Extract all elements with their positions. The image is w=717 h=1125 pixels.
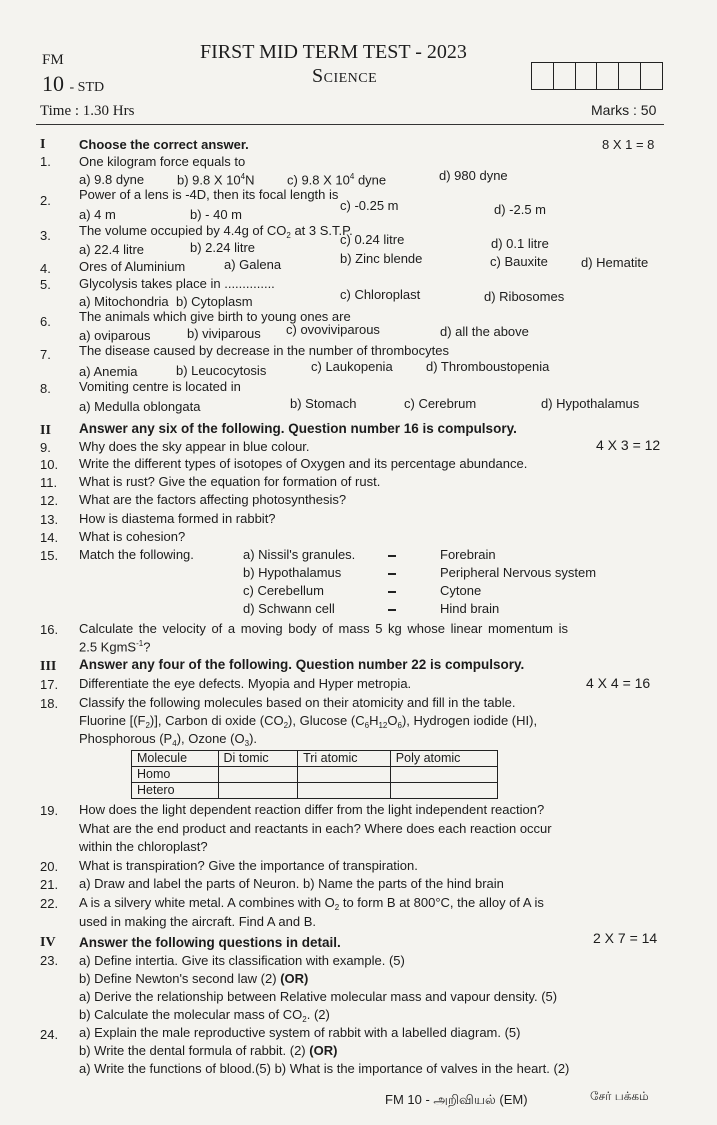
- question-number: 6.: [40, 314, 51, 329]
- question-text-cont: used in making the aircraft. Find A and B.: [79, 914, 317, 929]
- table-cell: [218, 783, 298, 799]
- option-d: d) 980 dyne: [439, 168, 508, 183]
- section-roman: II: [40, 423, 51, 438]
- table-cell: Hetero: [132, 783, 219, 799]
- question-text: Power of a lens is -4D, then its focal length is: [79, 187, 339, 202]
- question-text: a) Draw and label the parts of Neuron. b) Name the parts of the hind brain: [79, 876, 504, 891]
- option-b: b) - 40 m: [190, 207, 243, 222]
- table-header: Tri atomic: [298, 751, 391, 767]
- question-number: 2.: [40, 193, 51, 208]
- table-header: Molecule: [132, 751, 219, 767]
- question-part: b) Define Newton's second law (2) (OR): [79, 971, 309, 986]
- option-c: c) 0.24 litre: [340, 232, 405, 247]
- table-cell: [298, 783, 391, 799]
- section-marks: 4 X 3 = 12: [596, 437, 661, 453]
- option-d: d) Ribosomes: [484, 289, 565, 304]
- question-part: a) Define intertia. Give its classification with example. (5): [79, 953, 405, 968]
- table-cell: [298, 767, 391, 783]
- option-b: b) Stomach: [290, 396, 357, 411]
- question-number: 8.: [40, 381, 51, 396]
- table-row: [132, 767, 498, 783]
- option-a: a) oviparous: [79, 328, 151, 343]
- question-text: One kilogram force equals to: [79, 154, 246, 169]
- option-d: d) all the above: [440, 324, 529, 339]
- match-right-item: Peripheral Nervous system: [440, 565, 597, 580]
- question-part: a) Explain the male reproductive system of rabbit with a labelled diagram. (5): [79, 1025, 521, 1040]
- question-number: 20.: [40, 859, 59, 874]
- match-left-item: c) Cerebellum: [243, 583, 324, 598]
- option-c: c) -0.25 m: [340, 198, 399, 213]
- section-title: Choose the correct answer.: [79, 137, 249, 152]
- question-number: 14.: [40, 530, 59, 545]
- option-c: c) 9.8 X $10^4$ dyne: [287, 172, 387, 188]
- class-label: [42, 73, 104, 95]
- question-text: The disease caused by decrease in the number of thrombocytes: [79, 343, 449, 358]
- school-code: FM: [42, 52, 64, 68]
- match-dash: [388, 555, 396, 557]
- header-divider: [36, 124, 664, 125]
- question-text: What is transpiration? Give the importance of transpiration.: [79, 858, 418, 873]
- question-text-cont: within the chloroplast?: [79, 839, 208, 854]
- option-a: a) Galena: [224, 257, 282, 272]
- exam-title: FIRST MID TERM TEST - 2023: [200, 41, 467, 63]
- option-d: d) Thromboustopenia: [426, 359, 550, 374]
- table-cell: Homo: [132, 767, 219, 783]
- option-c: c) Bauxite: [490, 254, 548, 269]
- question-number: 12.: [40, 493, 59, 508]
- question-number: 21.: [40, 877, 59, 892]
- option-a: a) Medulla oblongata: [79, 399, 201, 414]
- match-dash: [388, 609, 396, 611]
- match-dash: [388, 573, 396, 575]
- match-left-item: d) Schwann cell: [243, 601, 335, 616]
- question-number: 24.: [40, 1027, 59, 1042]
- subject-title: Science: [312, 65, 378, 87]
- question-text: What is rust? Give the equation for formation of rust.: [79, 474, 381, 489]
- question-number: 7.: [40, 347, 51, 362]
- question-part: b) Calculate the molecular mass of $CO_2$. (2): [79, 1007, 330, 1024]
- section-roman: IV: [40, 935, 56, 950]
- option-b: b) Cytoplasm: [176, 294, 253, 309]
- question-text: How does the light dependent reaction differ from the light independent reaction?: [79, 802, 545, 817]
- option-a: a) 22.4 litre: [79, 242, 145, 257]
- option-a: a) 9.8 dyne: [79, 172, 145, 187]
- question-number: 19.: [40, 803, 59, 818]
- question-text-cont: Phosphorous $(P_4)$, Ozone $(O_3)$.: [79, 731, 258, 748]
- question-text: The volume occupied by 4.4g of $CO_2$ at 3 S.T.P.: [79, 223, 353, 240]
- question-number: 11.: [40, 475, 58, 490]
- option-d: d) Hematite: [581, 255, 649, 270]
- question-number: 23.: [40, 953, 59, 968]
- table-header-row: [132, 751, 498, 767]
- marks-label: Marks : 50: [591, 102, 657, 118]
- option-c: c) Cerebrum: [404, 396, 477, 411]
- question-text: Classify the following molecules based on their atomicity and fill in the table.: [79, 695, 516, 710]
- question-text: A is a silvery white metal. A combines with $O_2$ to form B at 800°C, the alloy of A is: [79, 895, 544, 912]
- class-suffix: - STD: [69, 80, 105, 95]
- section-title: Answer any four of the following. Question number 22 is compulsory.: [79, 657, 525, 672]
- section-title: Answer the following questions in detail.: [79, 935, 341, 950]
- table-cell: [218, 767, 298, 783]
- question-text: Glycolysis takes place in ..............: [79, 276, 275, 291]
- match-dash: [388, 591, 396, 593]
- option-b: b) Leucocytosis: [176, 363, 267, 378]
- option-c: c) Chloroplast: [340, 287, 421, 302]
- question-text: How is diastema formed in rabbit?: [79, 511, 276, 526]
- table-cell: [390, 767, 497, 783]
- option-a: a) 4 m: [79, 207, 116, 222]
- question-text-cont: Fluorine $[(F_2)]$, Carbon di oxide $(CO_2)$, Glucose $(C_6H_{12}O_6)$, Hydrogen iodide (HI),: [79, 713, 538, 730]
- option-b: b) 9.8 X $10^4N$: [177, 172, 255, 188]
- question-part: b) Write the dental formula of rabbit. (2) (OR): [79, 1043, 338, 1058]
- table-cell: [390, 783, 497, 799]
- footer-page: சேர் பக்கம்: [590, 1089, 649, 1103]
- register-number-boxes: [531, 62, 663, 90]
- question-text: The animals which give birth to young ones are: [79, 309, 351, 324]
- question-number: 9.: [40, 440, 51, 455]
- question-text: Vomiting centre is located in: [79, 379, 241, 394]
- section-marks: 4 X 4 = 16: [586, 675, 651, 691]
- question-text: Match the following.: [79, 547, 194, 562]
- question-text: Why does the sky appear in blue colour.: [79, 439, 310, 454]
- question-text-cont: What are the end product and reactants in each? Where does each reaction occur: [79, 821, 552, 836]
- question-text: What are the factors affecting photosynthesis?: [79, 492, 347, 507]
- question-text: Ores of Aluminium: [79, 259, 186, 274]
- atomicity-table: [131, 750, 498, 799]
- question-part: a) Derive the relationship between Relative molecular mass and vapour density. (5): [79, 989, 558, 1004]
- section-title: Answer any six of the following. Question number 16 is compulsory.: [79, 421, 517, 436]
- option-d: d) -2.5 m: [494, 202, 547, 217]
- time-label: Time : 1.30 Hrs: [40, 103, 135, 119]
- question-number: 17.: [40, 677, 59, 692]
- match-right-item: Cytone: [440, 583, 482, 598]
- option-d: d) Hypothalamus: [541, 396, 640, 411]
- question-text: What is cohesion?: [79, 529, 186, 544]
- question-number: 13.: [40, 512, 59, 527]
- question-text: Differentiate the eye defects. Myopia and Hyper metropia.: [79, 676, 412, 691]
- match-right-item: Hind brain: [440, 601, 500, 616]
- class-number: 10: [42, 71, 64, 96]
- option-a: a) Mitochondria: [79, 294, 169, 309]
- option-d: d) 0.1 litre: [491, 236, 549, 251]
- table-header: Poly atomic: [390, 751, 497, 767]
- table-row: [132, 783, 498, 799]
- question-number: 22.: [40, 896, 59, 911]
- question-number: 1.: [40, 154, 51, 169]
- section-roman: I: [40, 137, 46, 152]
- option-a: a) Anemia: [79, 364, 138, 379]
- match-left-item: b) Hypothalamus: [243, 565, 342, 580]
- option-b: b) 2.24 litre: [190, 240, 256, 255]
- question-text-cont: 2.5 KgmS$^{-1}$?: [79, 639, 151, 655]
- match-left-item: a) Nissil's granules.: [243, 547, 356, 562]
- question-number: 4.: [40, 261, 51, 276]
- question-number: 16.: [40, 622, 59, 637]
- match-right-item: Forebrain: [440, 547, 496, 562]
- question-number: 5.: [40, 277, 51, 292]
- footer-code: FM 10 - அறிவியல் (EM): [385, 1092, 528, 1107]
- option-c: c) Laukopenia: [311, 359, 393, 374]
- question-number: 3.: [40, 228, 51, 243]
- question-number: 18.: [40, 696, 59, 711]
- question-part: a) Write the functions of blood.(5) b) What is the importance of valves in the heart. (2): [79, 1061, 570, 1076]
- option-c: c) ovoviviparous: [286, 322, 380, 337]
- question-number: 10.: [40, 457, 59, 472]
- option-b: b) Zinc blende: [340, 251, 423, 266]
- question-text: Write the different types of isotopes of Oxygen and its percentage abundance.: [79, 456, 528, 471]
- section-marks: 2 X 7 = 14: [593, 930, 658, 946]
- section-roman: III: [40, 659, 57, 674]
- table-header: Di tomic: [218, 751, 298, 767]
- section-marks: 8 X 1 = 8: [602, 137, 655, 152]
- question-number: 15.: [40, 548, 59, 563]
- option-b: b) viviparous: [187, 326, 261, 341]
- question-text: Calculate the velocity of a moving body of mass 5 kg whose linear momentum is: [79, 621, 568, 636]
